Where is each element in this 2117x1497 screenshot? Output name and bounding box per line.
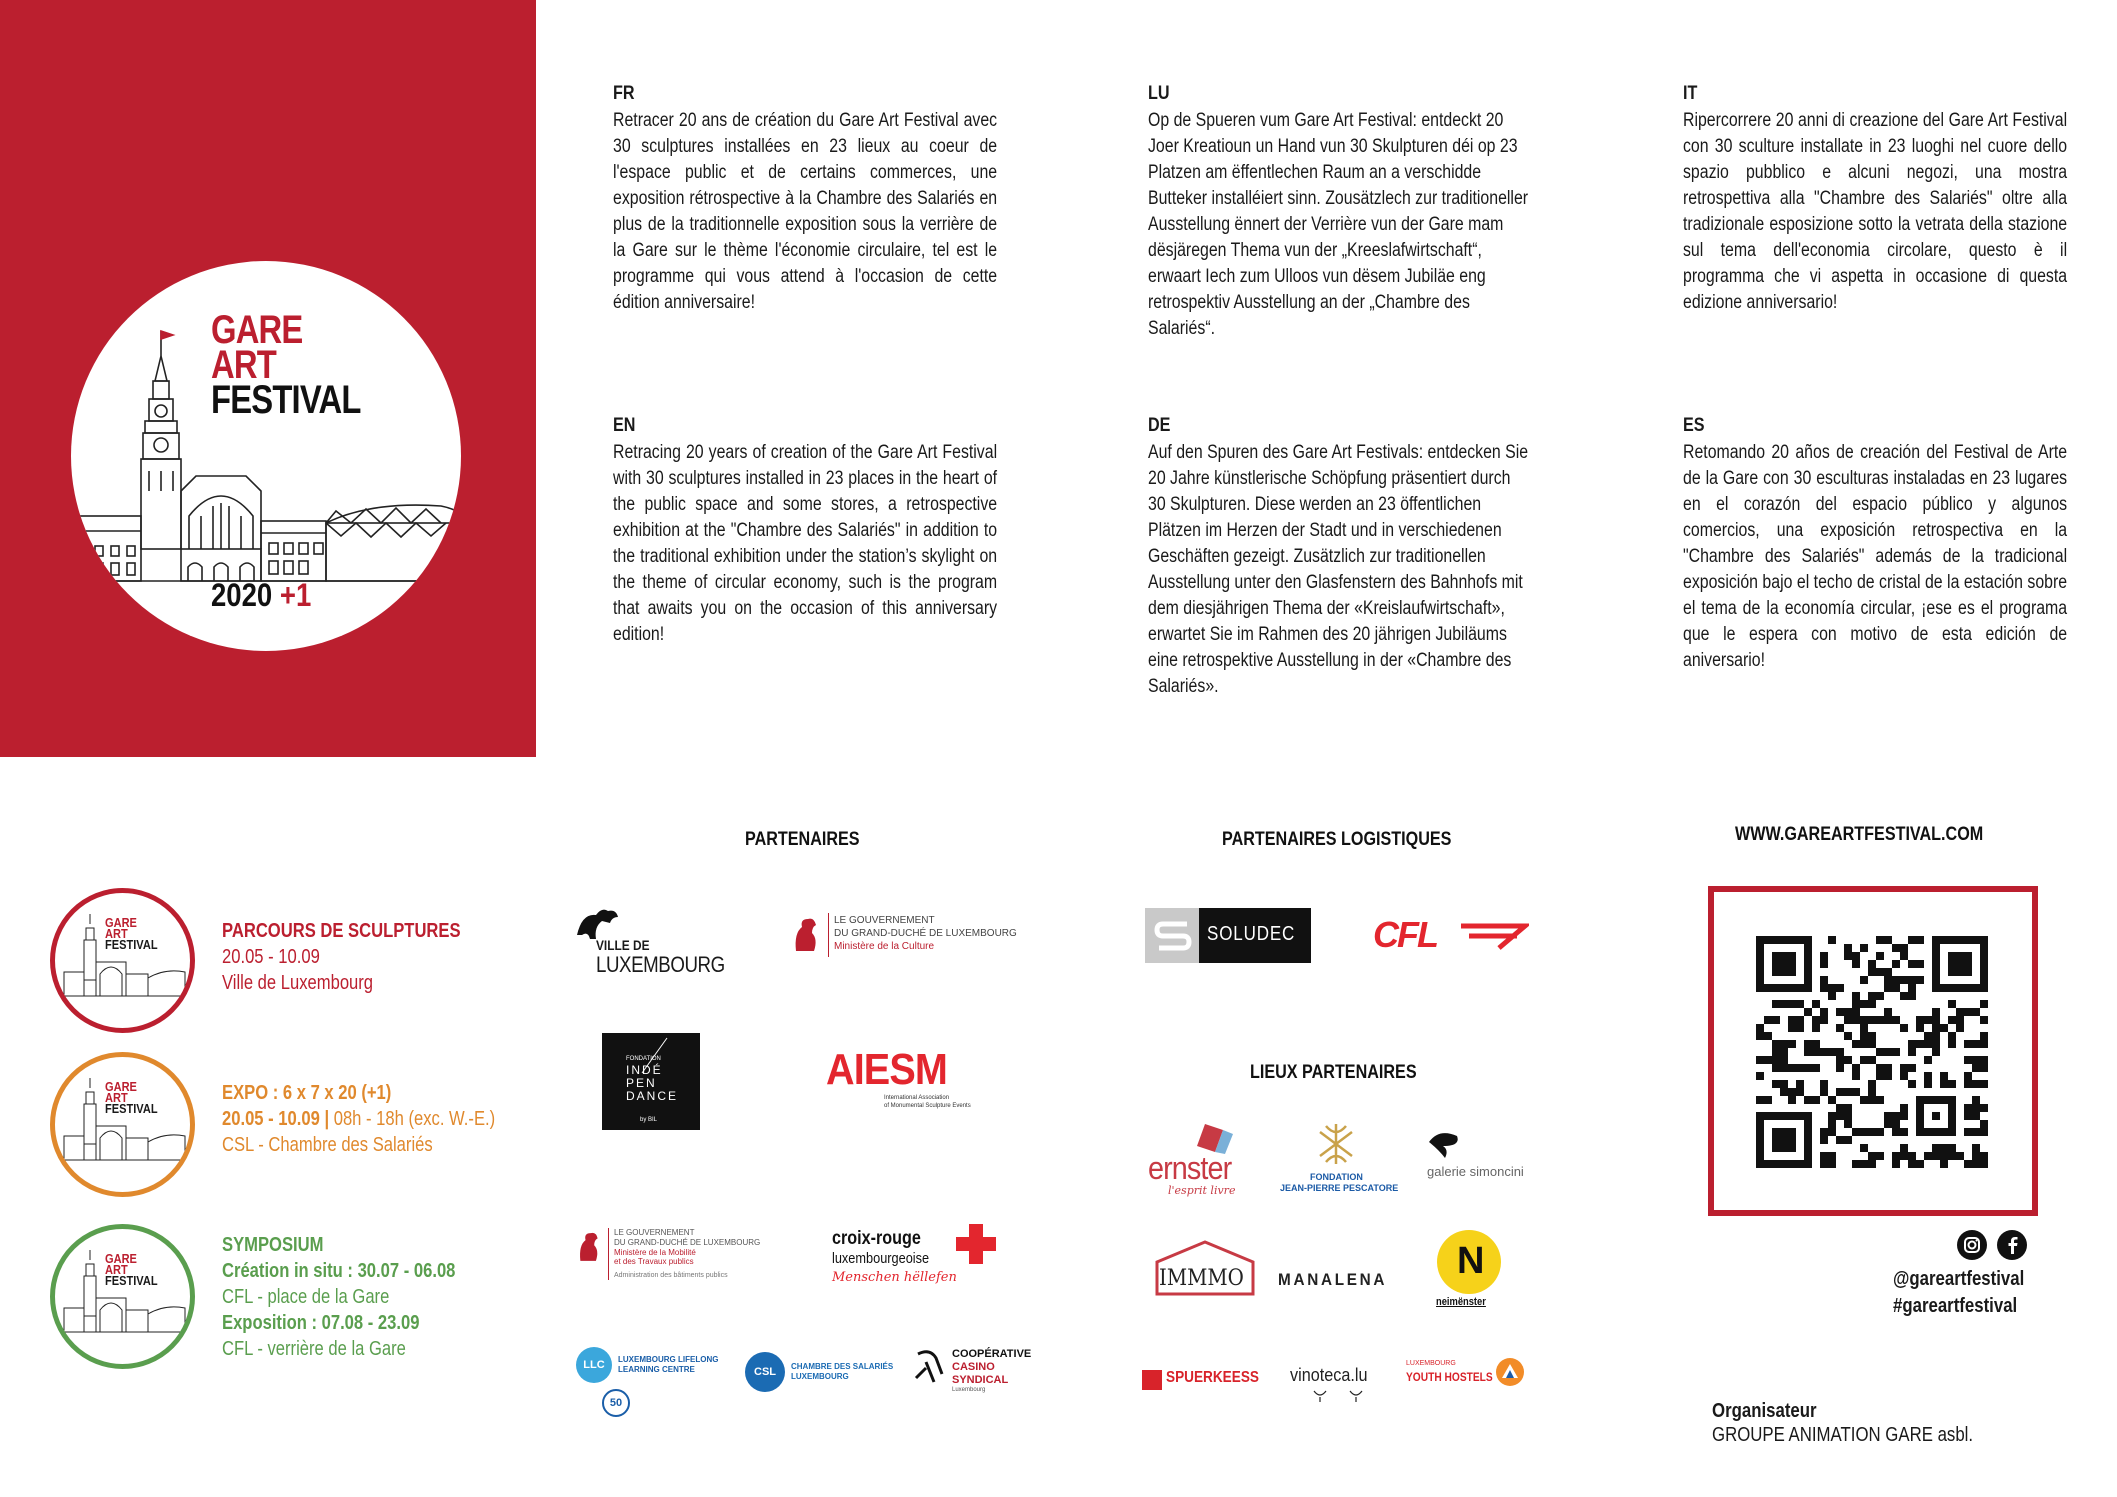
logo-spuerkeess: SPUERKEESS [1142, 1368, 1272, 1394]
llc-circle: LLC [576, 1347, 612, 1383]
event-creation-location: CFL - place de la Gare [222, 1286, 390, 1308]
casino-figure-icon [912, 1348, 948, 1388]
lang-block-fr [613, 83, 998, 316]
logo-gouvernement-culture: LE GOUVERNEMENT DU GRAND-DUCHÉ DE LUXEMBOURG Ministère de la Culture [790, 913, 1030, 963]
lang-code-fr: FR [613, 83, 635, 104]
csl-circle: CSL [745, 1352, 785, 1392]
book-icon [1193, 1120, 1237, 1154]
lang-code-en: EN [613, 415, 636, 436]
facebook-icon[interactable] [1997, 1230, 2027, 1260]
event-exposition-location: CFL - verrière de la Gare [222, 1338, 406, 1360]
station-mini-icon [50, 1224, 195, 1369]
lion-icon [572, 905, 622, 941]
organizer-name: GROUPE ANIMATION GARE asbl. [1712, 1424, 1974, 1446]
event-title: SYMPOSIUM [222, 1234, 324, 1256]
logo-youth-hostels: LUXEMBOURG YOUTH HOSTELS [1406, 1356, 1526, 1396]
hostel-triangle-icon [1494, 1356, 1526, 1388]
lang-code-lu: LU [1148, 83, 1170, 104]
social-handle[interactable]: @gareartfestival [1893, 1268, 2025, 1290]
logo-line-festival: FESTIVAL [211, 378, 361, 422]
event-hours: 08h - 18h (exc. W.-E.) [329, 1108, 496, 1130]
event-exposition-dates: Exposition : 07.08 - 23.09 [222, 1312, 420, 1334]
event-badge-expo [50, 1052, 195, 1197]
lang-text-de: Auf den Spuren des Gare Art Festivals: entdecken Sie 20 Jahre künstlerische Schöpfung präsentiert durch 30 Skulpturen. Diese werden an 23 öffentlichen Plätzen im Herzen der Stadt und in verschiedenen Geschäften gezeigt. Zusätzlich zur traditionellen Ausstellung unter den Glasfenstern des Bahnhofs mit dem diesjährigen Thema der «Kreislaufwirtschaft», erwartet Sie im Rahmen des 20 jährigen Jubiläums eine retrospektive Ausstellung in der «Chambre des Salariés». [1148, 442, 1529, 697]
logo-ville-de-luxembourg: VILLE DE LUXEMBOURG [570, 905, 740, 975]
lang-text-it: Ripercorrere 20 anni di creazione del Gare Art Festival con 30 sculture installate in 23 luoghi nel cuore dello spazio pubblico e alcuni negozi, una mostra retrospettiva alla "Chambre des Salariés" oltre alla tradizionale esposizione sotto la vetrata della stazione sul tema dell'economia circolare, questo è il programma che vi aspetta in occasione di questa edizione anniversario! [1683, 110, 2068, 313]
event-location: CSL - Chambre des Salariés [222, 1134, 433, 1156]
lang-code-es: ES [1683, 415, 1705, 436]
cfl-swoosh-icon [1459, 922, 1529, 952]
logo-gouvernement-batiments: LE GOUVERNEMENT DU GRAND-DUCHÉ DE LUXEMBOURG Ministère de la Mobilité et des Travaux publics Administration des bâtiments publics [574, 1228, 774, 1290]
logistics-header: PARTENAIRES LOGISTIQUES [1222, 829, 1452, 850]
simoncini-hat-icon [1425, 1128, 1465, 1164]
logo-fondation-pescatore: FONDATION JEAN-PIERRE PESCATORE [1280, 1120, 1410, 1196]
event-badge-sculptures [50, 888, 195, 1033]
event-creation-dates: Création in situ : 30.07 - 06.08 [222, 1260, 456, 1282]
soludec-s-icon [1153, 916, 1193, 956]
lang-block-en [613, 415, 998, 648]
logo-croix-rouge: croix-rouge luxembourgeoise Menschen hëllefen [832, 1222, 1002, 1292]
lang-text-fr: Retracer 20 ans de création du Gare Art Festival avec 30 sculptures installées en 23 lieux au coeur de l'espace public et de certains commerces, une exposition rétrospective à la Chambre des Salariés en plus de la traditionnelle exposition sous la verrière de la Gare sur le thème l'économie circulaire, tel est le programme qui vous attend à l'occasion de cette édition anniversaire! [613, 110, 998, 313]
logo-manalena: MANALENA [1278, 1270, 1388, 1289]
qr-code-icon[interactable] [1756, 936, 1988, 1168]
logo-line-gare: GARE [211, 308, 303, 352]
qr-code-frame [1708, 886, 2038, 1216]
partners-header: PARTENAIRES [745, 829, 860, 850]
lang-text-en: Retracing 20 years of creation of the Gare Art Festival with 30 sculptures installed in 23 places in the heart of the public space and some stores, a retrospective exhibition at the "Chambre des Salariés" in addition to the traditional exhibition under the station’s skylight on the theme of circular economy, such is the program that awaits you on the occasion of this anniversary edition! [613, 442, 998, 645]
lang-block-es [1683, 415, 2068, 674]
cover-logo-circle [71, 261, 461, 651]
station-mini-icon [50, 888, 195, 1033]
logo-line-art: ART [211, 343, 276, 387]
logo-neimenster: N neimënster [1432, 1230, 1506, 1314]
station-mini-icon [50, 1052, 195, 1197]
pescatore-emblem-icon [1312, 1120, 1360, 1168]
lang-block-lu [1148, 83, 1533, 342]
badge-logo-title: GARE ART FESTIVAL [105, 915, 158, 952]
logo-vinoteca: vinoteca.lu [1290, 1365, 1400, 1405]
anniversary-badge: 50 [602, 1389, 630, 1417]
logo-galerie-simoncini: galerie simoncini [1425, 1128, 1525, 1186]
logo-aiesm: AIESM International Association of Monumental Sculpture Events [826, 1045, 971, 1109]
event-location: Ville de Luxembourg [222, 972, 374, 994]
logo-soludec: SOLUDEC [1145, 908, 1311, 963]
event-dates: 20.05 - 10.09 | [222, 1108, 330, 1130]
event-expo [222, 1080, 495, 1158]
logo-ernster: ernster l'esprit livre [1148, 1120, 1278, 1196]
event-title: EXPO : 6 x 7 x 20 (+1) [222, 1082, 392, 1104]
lang-block-de [1148, 415, 1533, 700]
badge-logo-title: GARE ART FESTIVAL [105, 1251, 158, 1288]
lang-block-it [1683, 83, 2068, 316]
lang-text-es: Retomando 20 años de creación del Festival de Arte de la Gare con 30 esculturas instaladas en 23 lugares en el corazón del espacio público y algunos comercios, una exposición retrospectiva en la "Chambre des Salariés" además de la tradicional exposición bajo el techo de cristal de la estación sobre el tema de la economía circular, ¡ese es el programa que le espera con motivo de esta edición de aniversario! [1683, 442, 2068, 671]
badge-logo-title: GARE ART FESTIVAL [105, 1079, 158, 1116]
social-hashtag[interactable]: #gareartfestival [1893, 1295, 2018, 1317]
year-plus: +1 [279, 577, 312, 613]
wine-glasses-icon [1310, 1389, 1370, 1403]
event-symposium [222, 1232, 455, 1362]
red-lion-icon [790, 913, 822, 957]
cover-panel [0, 0, 536, 757]
logo-casino-syndical: COOPÉRATIVE CASINO SYNDICAL Luxembourg [912, 1348, 1032, 1398]
event-badge-symposium [50, 1224, 195, 1369]
venues-header: LIEUX PARTENAIRES [1250, 1062, 1417, 1083]
lang-text-lu: Op de Spueren vum Gare Art Festival: entdeckt 20 Joer Kreatioun un Hand vun 30 Skulpturen déi op 23 Platzen am ëffentlechen Raum an a verschidde Butteker installéiert sinn. Zousätzlech zur traditioneller Ausstellung ënnert der Verrière vun der Gare mam dësjäregen Thema vun der „Kreeslafwirtschaft“, erwaart Iech zum Ulloos vun dësem Jubiläe eng retrospektiv Ausstellung an der „Chambre des Salariés“. [1148, 110, 1529, 339]
red-cross-icon [954, 1222, 998, 1266]
red-lion-icon [574, 1228, 604, 1266]
website-url[interactable]: WWW.GAREARTFESTIVAL.COM [1735, 824, 1984, 845]
organizer-label: Organisateur [1712, 1400, 1817, 1422]
event-title: PARCOURS DE SCULPTURES [222, 920, 461, 942]
event-sculptures [222, 918, 461, 996]
event-dates: 20.05 - 10.09 [222, 946, 320, 968]
year-text: 2020 [211, 577, 273, 613]
logo-cfl: CFL [1373, 918, 1533, 954]
lang-code-de: DE [1148, 415, 1171, 436]
cover-year [211, 577, 311, 614]
lang-code-it: IT [1683, 83, 1698, 104]
logo-immmo: IMMMO [1155, 1240, 1255, 1296]
logo-fondation-independance: FONDATION INDÉ PEN DANCE by BIL [602, 1033, 700, 1130]
logo-llc: LLC LUXEMBOURG LIFELONG LEARNING CENTRE 50 [576, 1347, 726, 1417]
neimenster-n-icon: N [1457, 1240, 1485, 1282]
instagram-icon[interactable] [1957, 1230, 1987, 1260]
logo-csl: CSL CHAMBRE DES SALARIÉS LUXEMBOURG [745, 1352, 885, 1396]
